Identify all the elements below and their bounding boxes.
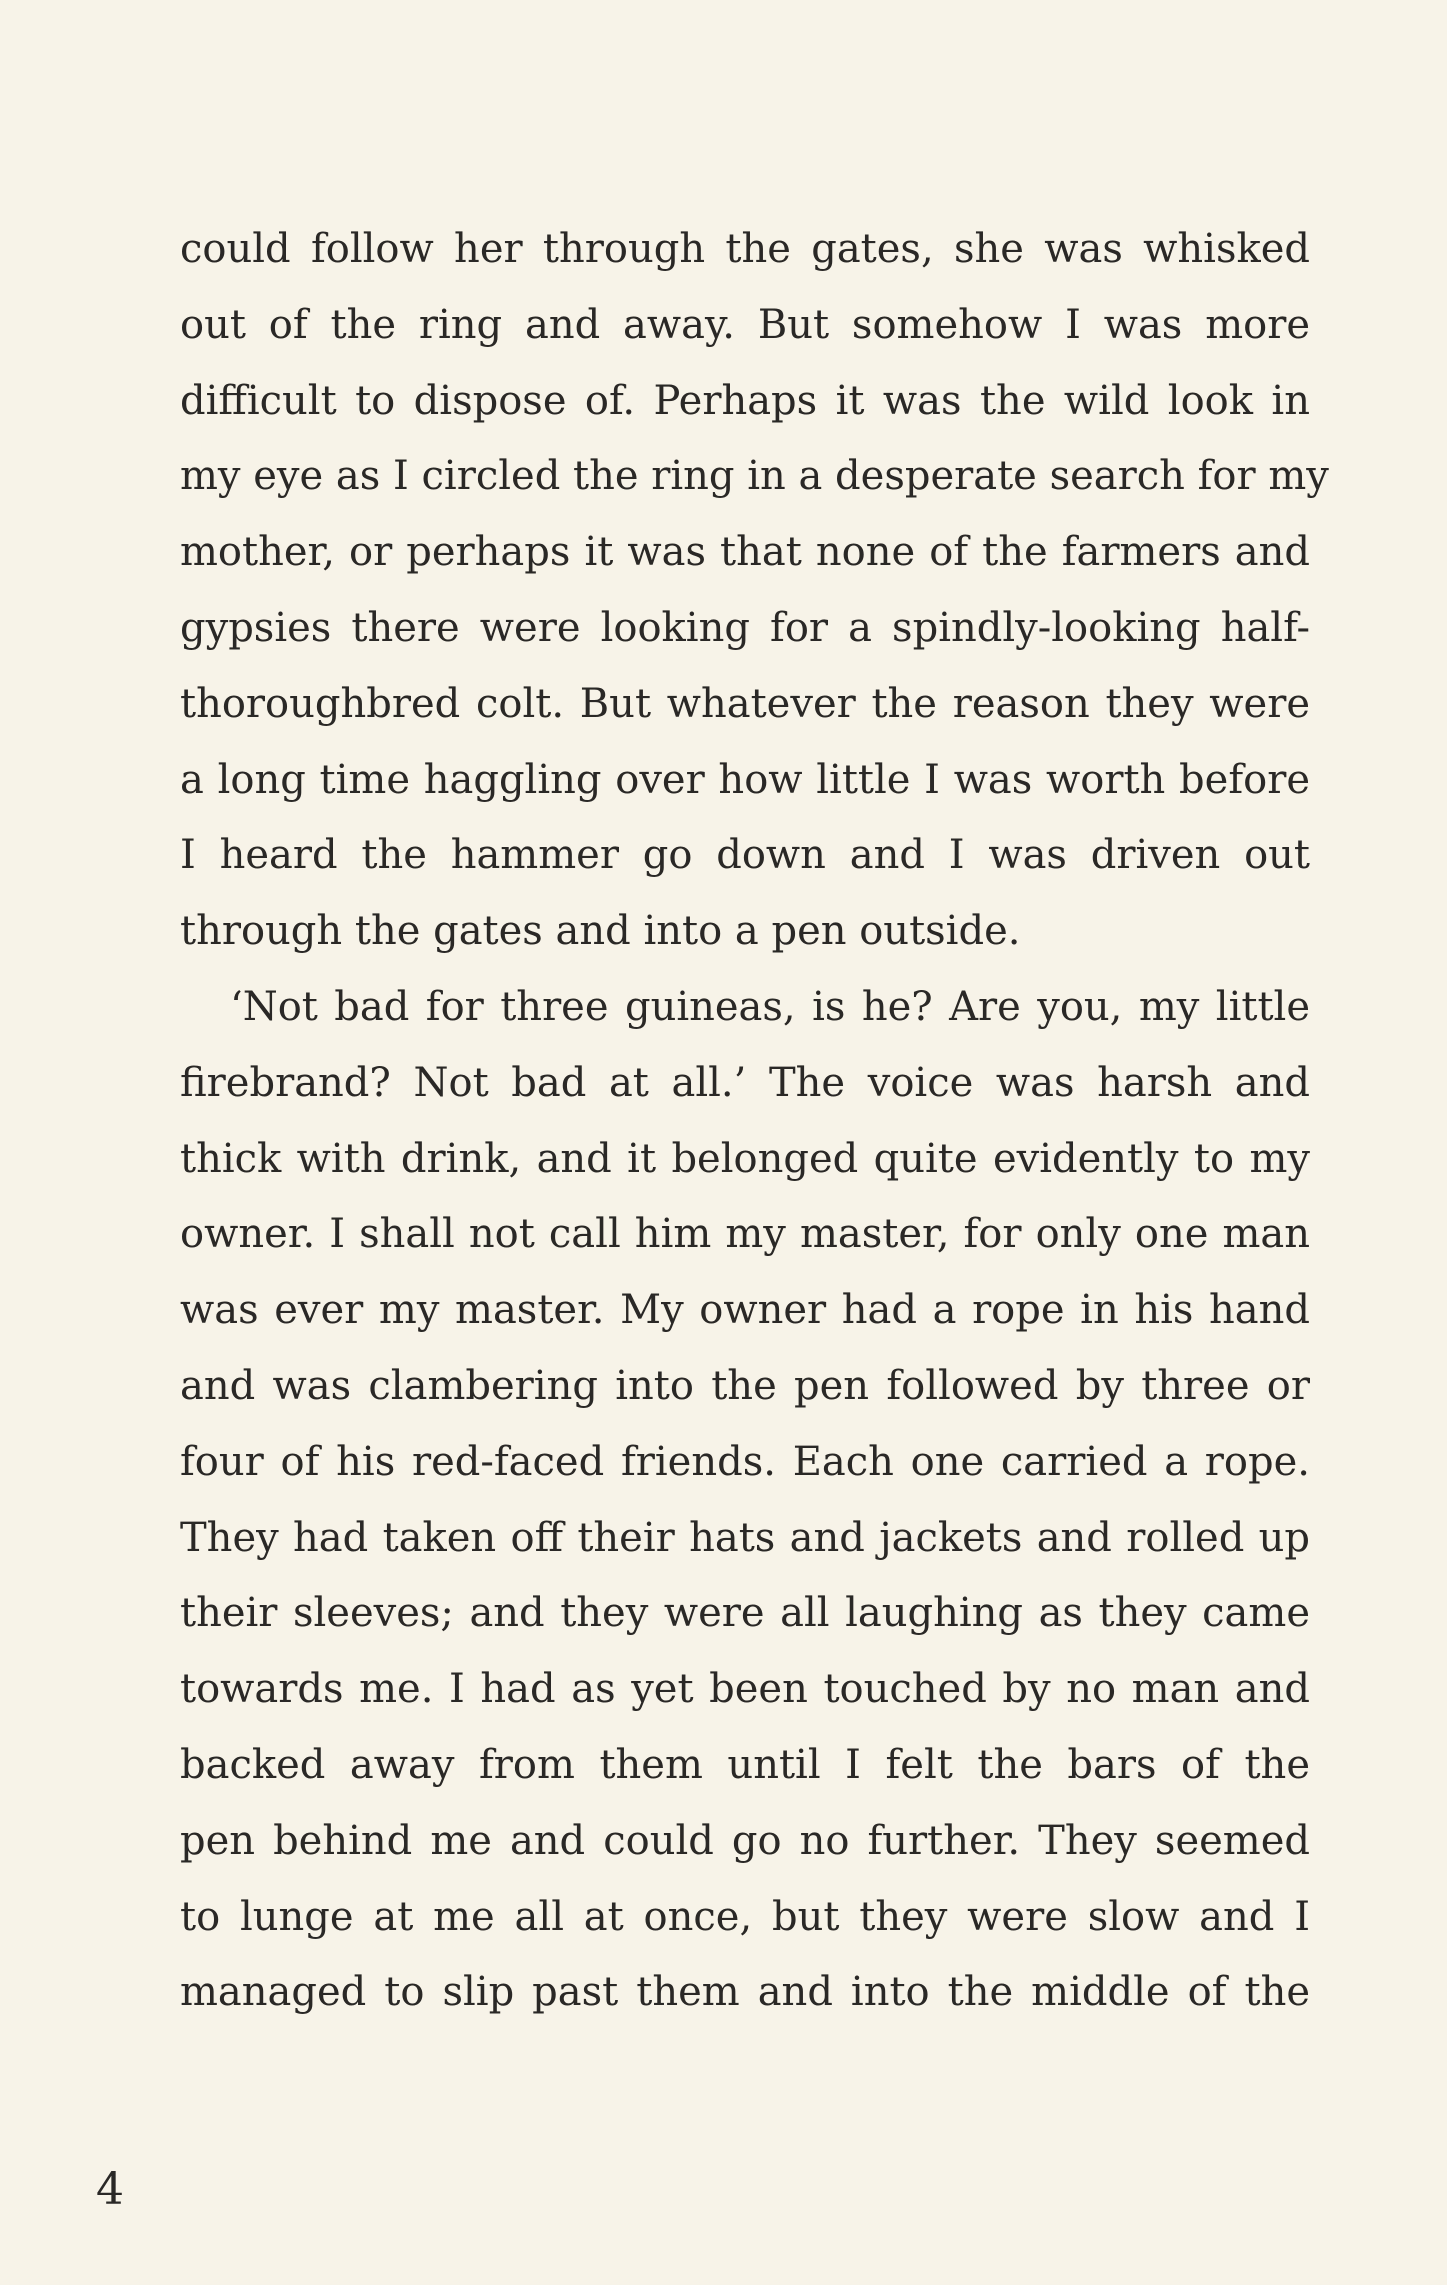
text-line: gypsies there were looking for a spindly-looking half- [180, 604, 1310, 651]
text-line: I heard the hammer go down and I was driven out [180, 832, 1310, 879]
text-line: managed to slip past them and into the middle of the [180, 1969, 1310, 2016]
text-line: owner. I shall not call him my master, for only one man [180, 1211, 1310, 1258]
body-text [180, 212, 1329, 2031]
text-line: difficult to dispose of. Perhaps it was the wild look in [180, 377, 1310, 424]
text-line: pen behind me and could go no further. They seemed [180, 1817, 1310, 1864]
text-line: and was clambering into the pen followed by three or [180, 1362, 1310, 1409]
text-line: their sleeves; and they were all laughing as they came [180, 1590, 1310, 1637]
text-line: They had taken off their hats and jackets and rolled up [180, 1514, 1310, 1561]
text-line: was ever my master. My owner had a rope in his hand [180, 1287, 1310, 1334]
text-line: a long time haggling over how little I was worth before [180, 756, 1310, 803]
text-line: ‘Not bad for three guineas, is he? Are you, my little [230, 983, 1310, 1030]
text-line: mother, or perhaps it was that none of the farmers and [180, 529, 1310, 576]
text-line: my eye as I circled the ring in a desperate search for my [180, 453, 1329, 500]
text-line: towards me. I had as yet been touched by no man and [180, 1666, 1310, 1713]
text-line: thoroughbred colt. But whatever the reason they were [180, 680, 1310, 727]
text-line: backed away from them until I felt the bars of the [180, 1741, 1310, 1788]
text-line: through the gates and into a pen outside. [180, 908, 1021, 955]
page-number: 4 [96, 2164, 124, 2215]
text-line: out of the ring and away. But somehow I was more [180, 301, 1310, 348]
text-line: thick with drink, and it belonged quite evidently to my [180, 1135, 1310, 1182]
text-line: could follow her through the gates, she was whisked [180, 226, 1310, 272]
text-line: to lunge at me all at once, but they were slow and I [180, 1893, 1310, 1940]
text-line: firebrand? Not bad at all.’ The voice was harsh and [180, 1059, 1310, 1106]
text-line: four of his red-faced friends. Each one carried a rope. [180, 1438, 1310, 1485]
